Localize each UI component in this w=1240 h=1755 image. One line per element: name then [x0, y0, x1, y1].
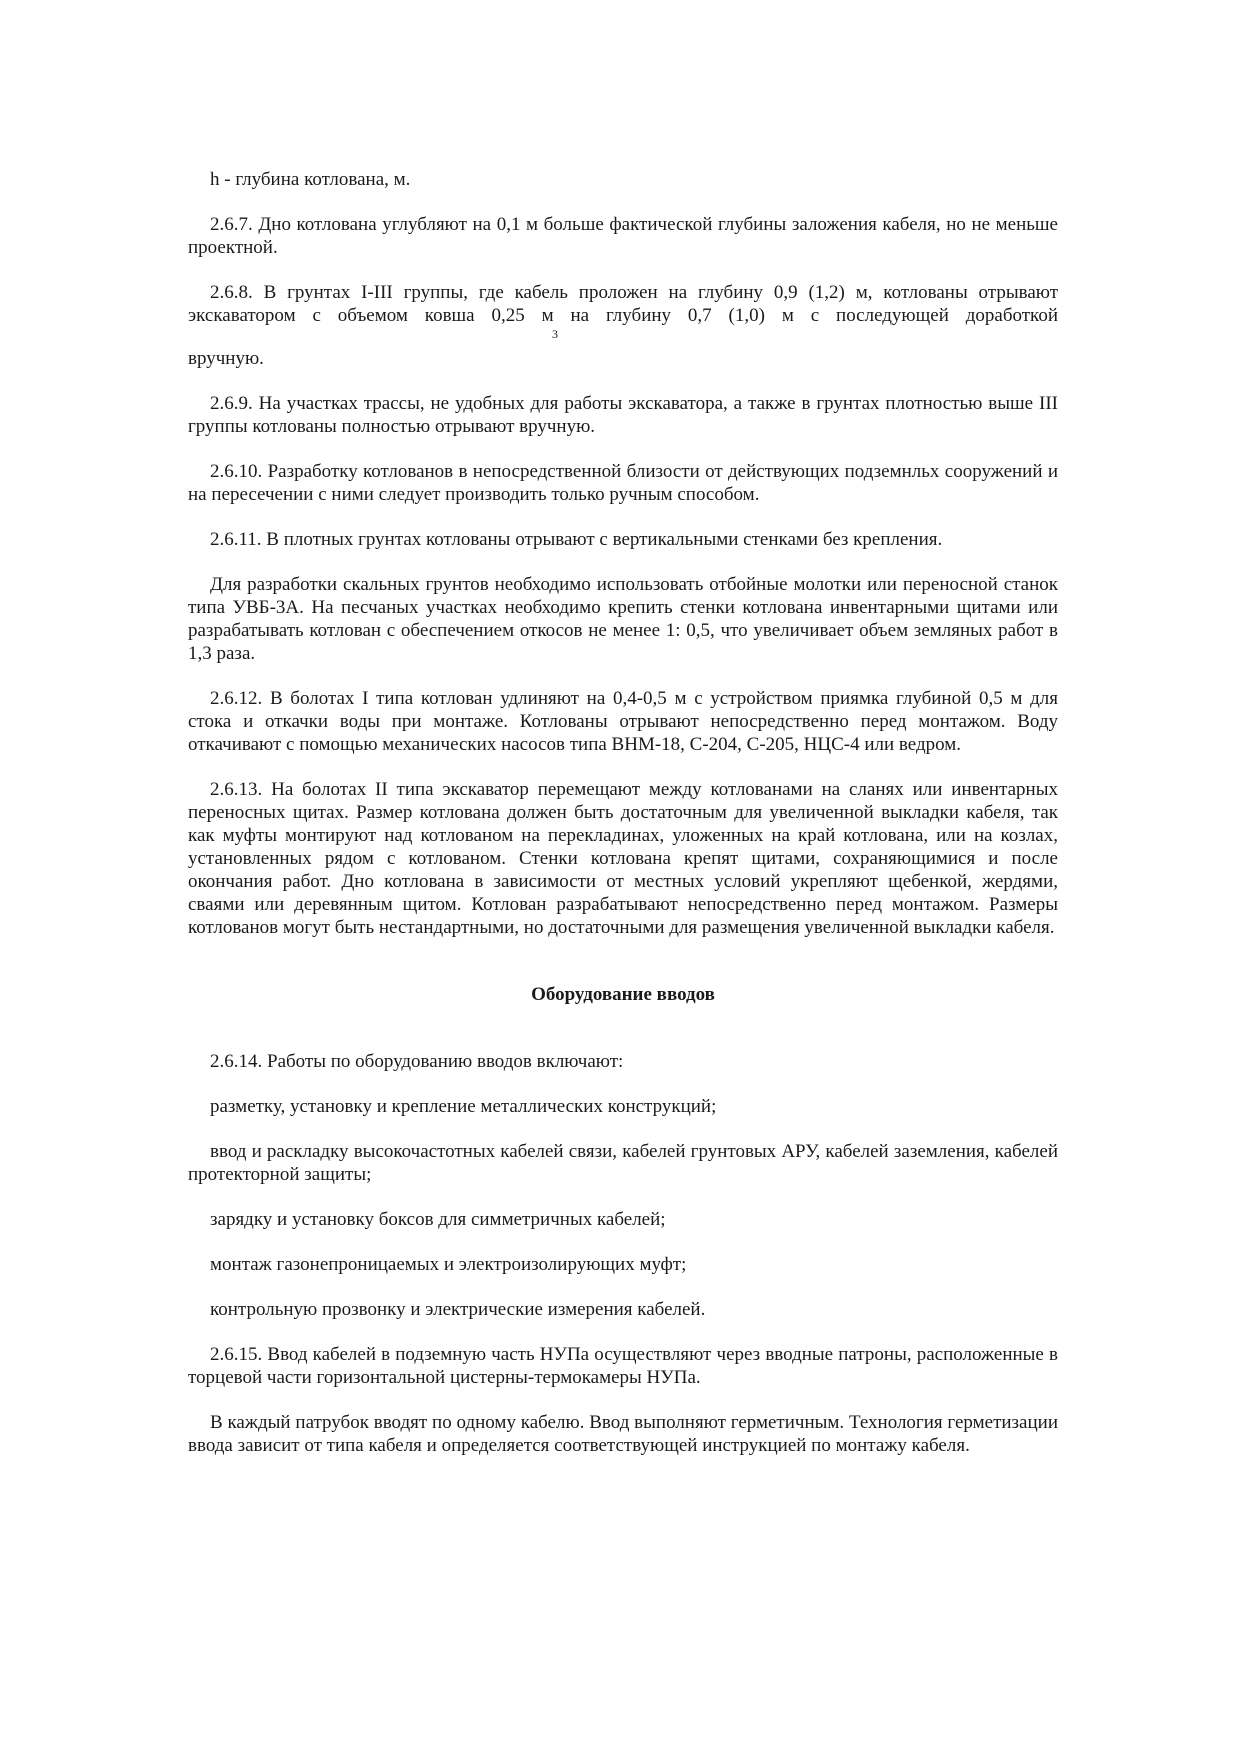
paragraph-2-6-10: 2.6.10. Разработку котлованов в непосредственной близости от действующих подземнльх сооружений и на пересечении с ними следует производить только ручным способом. [188, 461, 1058, 505]
paragraph-2-6-12: 2.6.12. В болотах I типа котлован удлиняют на 0,4-0,5 м с устройством приямка глубиной 0,5 м для стока и откачки воды при монтаже. Котлованы отрывают непосредственно перед монтажом. Воду откачивают с помощью механических насосов типа ВНМ-18, С-204, С-205, НЦС-4 или ведром. [188, 688, 1058, 755]
paragraph-2-6-11: 2.6.11. В плотных грунтах котлованы отрывают с вертикальными стенками без крепления. [210, 529, 943, 550]
list-item-marking: разметку, установку и крепление металлических конструкций; [210, 1096, 717, 1117]
paragraph-2-6-8 [188, 281, 1058, 370]
paragraph-2-6-8-line-2 [188, 304, 1058, 341]
paragraph-2-6-8-line-2-text: экскаватором с объемом ковша 0,25 м на глубину 0,7 (1,0) м с последующей доработкой [188, 305, 1058, 326]
paragraph-rocky-soils: Для разработки скальных грунтов необходимо использовать отбойные молотки или переносной станок типа УВБ-3А. На песчаных участках необходимо крепить стенки котлована инвентарными щитами или разрабатывать котлован с обеспечением откосов не менее 1: 0,5, что увеличивает объем земляных работ в 1,3 раза. [188, 574, 1058, 664]
paragraph-2-6-13: 2.6.13. На болотах II типа экскаватор перемещают между котлованами на сланях или инвентарных переносных щитах. Размер котлована должен быть достаточным для увеличенной выкладки кабеля, так как муфты монтируют над котлованом на перекладинах, уложенных на край котлована, или на козлах, установленных рядом с котлованом. Стенки котлована крепят щитами, сохраняющимися и после окончания работ. Дно котлована в зависимости от местных условий укрепляют щебенкой, жердями, сваями или деревянным щитом. Котлован разрабатывают непосредственно перед монтажом. Размеры котлованов могут быть нестандартными, но достаточными для размещения увеличенной выкладки кабеля. [188, 779, 1058, 938]
paragraph-2-6-8-line-3: вручную. [188, 348, 264, 369]
paragraph-2-6-8-line-1: 2.6.8. В грунтах I-III группы, где кабель проложен на глубину 0,9 (1,2) м, котлованы отрывают [210, 282, 1058, 303]
list-item-measurements: контрольную прозвонку и электрические измерения кабелей. [210, 1299, 706, 1320]
paragraph-2-6-15: 2.6.15. Ввод кабелей в подземную часть НУПа осуществляют через вводные патроны, расположенные в торцевой части горизонтальной цистерны-термокамеры НУПа. [188, 1344, 1058, 1388]
list-item-boxes: зарядку и установку боксов для симметричных кабелей; [210, 1209, 666, 1230]
section-heading: Оборудование вводов [531, 984, 715, 1005]
paragraph-2-6-14: 2.6.14. Работы по оборудованию вводов включают: [210, 1051, 624, 1072]
paragraph-2-6-7: 2.6.7. Дно котлована углубляют на 0,1 м больше фактической глубины заложения кабеля, но не меньше проектной. [188, 214, 1058, 258]
cubic-superscript: 3 [552, 327, 558, 341]
paragraph-2-6-9: 2.6.9. На участках трассы, не удобных для работы экскаватора, а также в грунтах плотностью выше III группы котлованы полностью отрывают вручную. [188, 393, 1058, 437]
paragraph-h-definition: h - глубина котлована, м. [210, 169, 411, 190]
list-item-cable-input: ввод и раскладку высокочастотных кабелей связи, кабелей грунтовых АРУ, кабелей заземления, кабелей протекторной защиты; [188, 1141, 1058, 1185]
paragraph-sealing: В каждый патрубок вводят по одному кабелю. Ввод выполняют герметичным. Технология герметизации ввода зависит от типа кабеля и определяется соответствующей инструкцией по монтажу кабеля. [188, 1412, 1058, 1456]
document-page [188, 168, 1058, 1479]
list-item-couplings: монтаж газонепроницаемых и электроизолирующих муфт; [210, 1254, 687, 1275]
